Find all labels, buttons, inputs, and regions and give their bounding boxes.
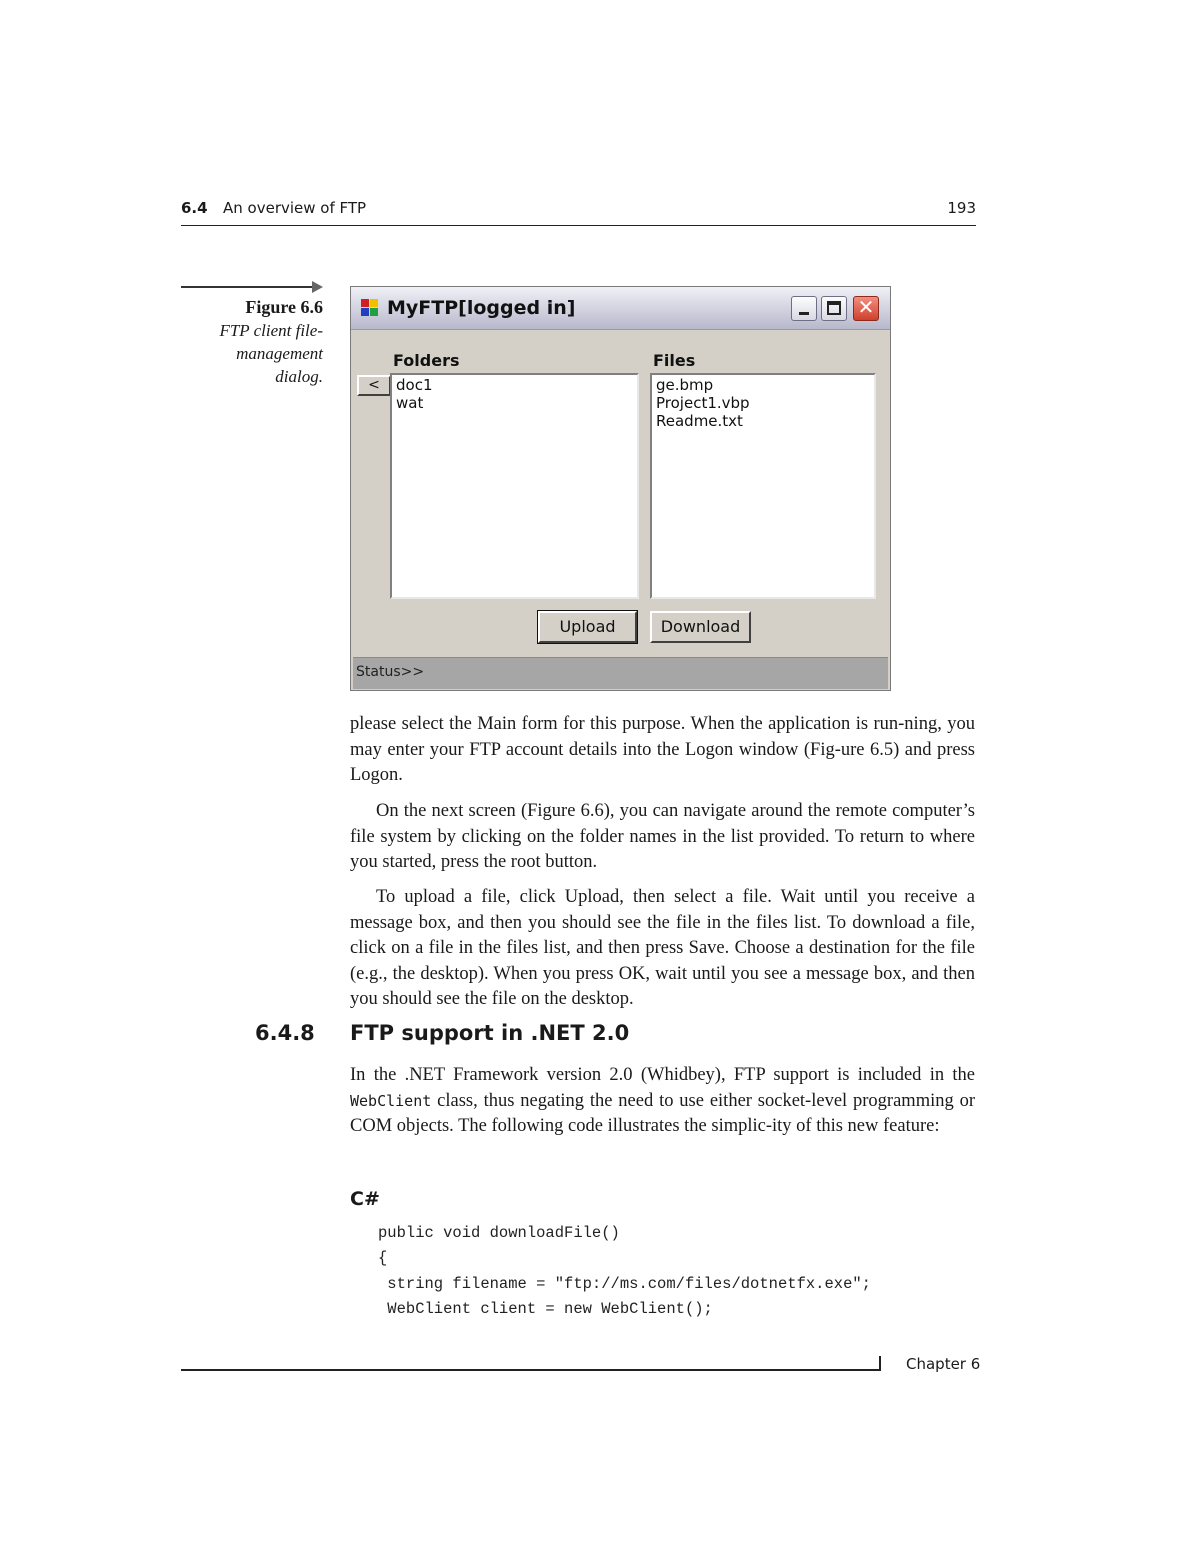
minimize-button[interactable] (791, 296, 817, 321)
file-item[interactable]: Project1.vbp (656, 394, 750, 412)
status-bar (353, 657, 888, 689)
code-language-label: C# (350, 1188, 380, 1210)
footer-rule (181, 1369, 881, 1371)
folders-label: Folders (393, 351, 460, 370)
files-label: Files (653, 351, 696, 370)
paragraph-text: In the .NET Framework version 2.0 (Whidbey), FTP support is included in the (350, 1065, 975, 1085)
paragraph: To upload a file, click Upload, then select a file. Wait until you receive a message box, and then you should see the file in the files list. To download a file, click on a file in the files list, and then press Save. Choose a destination for the file (e.g., the desktop). When you press OK, wait until you see a message box, and then you should see the file on the desktop. (350, 887, 975, 1009)
footer-tick (879, 1356, 881, 1371)
caption-line: dialog. (275, 367, 323, 386)
folders-list[interactable] (390, 373, 639, 599)
paragraph: On the next screen (Figure 6.6), you can navigate around the remote computer’s file system by clicking on the folder names in the list provided. To return to where you started, press the root button. (350, 801, 975, 872)
inline-code: WebClient (350, 1091, 432, 1110)
page-number: 193 (947, 199, 976, 217)
status-text: Status>> (356, 664, 425, 680)
app-icon (361, 299, 379, 317)
maximize-icon (827, 301, 841, 315)
close-button[interactable] (853, 296, 879, 321)
code-line: WebClient client = new WebClient(); (378, 1300, 713, 1318)
files-list[interactable] (650, 373, 876, 599)
caption-line: management (236, 344, 323, 363)
section-heading: FTP support in .NET 2.0 (350, 1021, 630, 1045)
folder-item[interactable]: doc1 (396, 376, 433, 394)
ftp-client-window (350, 286, 891, 691)
code-line: public void downloadFile() (378, 1224, 620, 1242)
window-title: MyFTP[logged in] (387, 297, 576, 319)
chapter-label: Chapter 6 (906, 1355, 981, 1373)
download-button[interactable]: Download (650, 611, 751, 643)
running-header (181, 199, 976, 226)
header-section-number: 6.4 (181, 199, 208, 217)
caption-rule (181, 286, 313, 288)
paragraph-text: class, thus negating the need to use either socket-level programming or COM objects. The following code illustrates the simplic-ity of this new feature: (350, 1090, 975, 1136)
close-icon: ✕ (857, 295, 875, 319)
caption-line: FTP client file- (219, 321, 323, 340)
window-titlebar[interactable] (351, 287, 890, 330)
section-number: 6.4.8 (255, 1021, 315, 1045)
paragraph (350, 1063, 975, 1140)
code-line: { (378, 1249, 388, 1267)
folder-item[interactable]: wat (396, 394, 424, 412)
maximize-button[interactable] (821, 296, 847, 321)
caption-arrow-icon (312, 281, 323, 293)
code-line: string filename = "ftp://ms.com/files/dotnetfx.exe"; (378, 1275, 871, 1293)
root-back-button[interactable]: < (357, 375, 391, 396)
minimize-icon (799, 312, 809, 315)
figure-label: Figure 6.6 (245, 297, 323, 317)
upload-button[interactable]: Upload (538, 611, 637, 643)
file-item[interactable]: Readme.txt (656, 412, 743, 430)
paragraph: please select the Main form for this purpose. When the application is run-ning, you may enter your FTP account details into the Logon window (Fig-ure 6.5) and press Logon. (350, 714, 975, 785)
figure-caption (181, 295, 323, 388)
header-section-title: An overview of FTP (223, 199, 367, 217)
file-item[interactable]: ge.bmp (656, 376, 714, 394)
